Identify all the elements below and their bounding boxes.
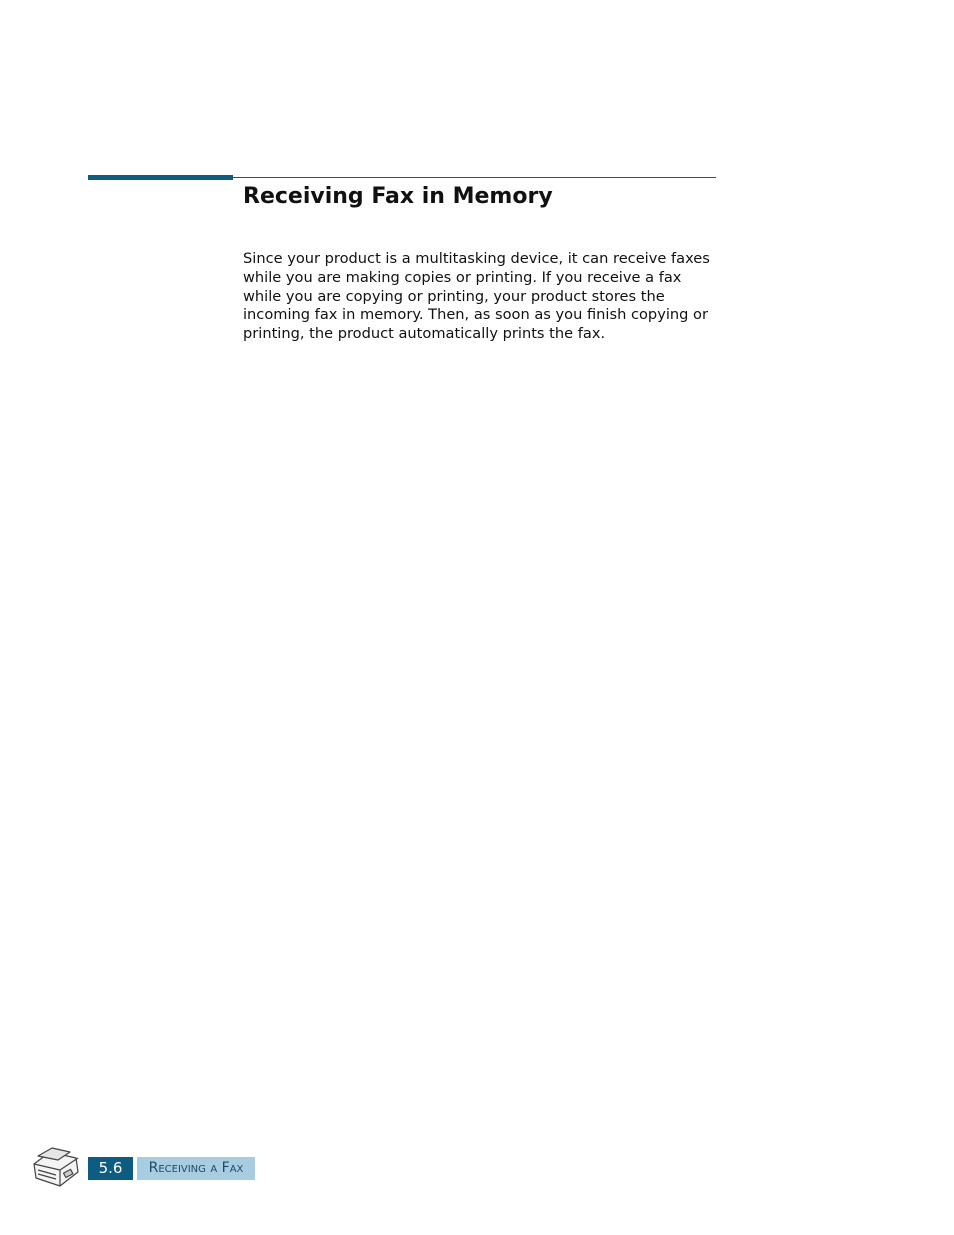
section-rule-thin: [233, 177, 716, 178]
printer-device-icon: [30, 1144, 82, 1192]
section-rule-thick: [88, 175, 233, 180]
section-title: Receiving Fax in Memory: [243, 184, 553, 209]
chapter-title: Receiving a Fax: [137, 1157, 255, 1180]
page-number: 5.6: [88, 1157, 133, 1180]
section-paragraph: Since your product is a multitasking device, it can receive faxes while you are making copies or printing. If you receive a fax while you are copying or printing, your product stores the incoming fax in memory. Then, as soon as you finish copying or printing, the product automatically prints the fax.: [243, 250, 710, 343]
